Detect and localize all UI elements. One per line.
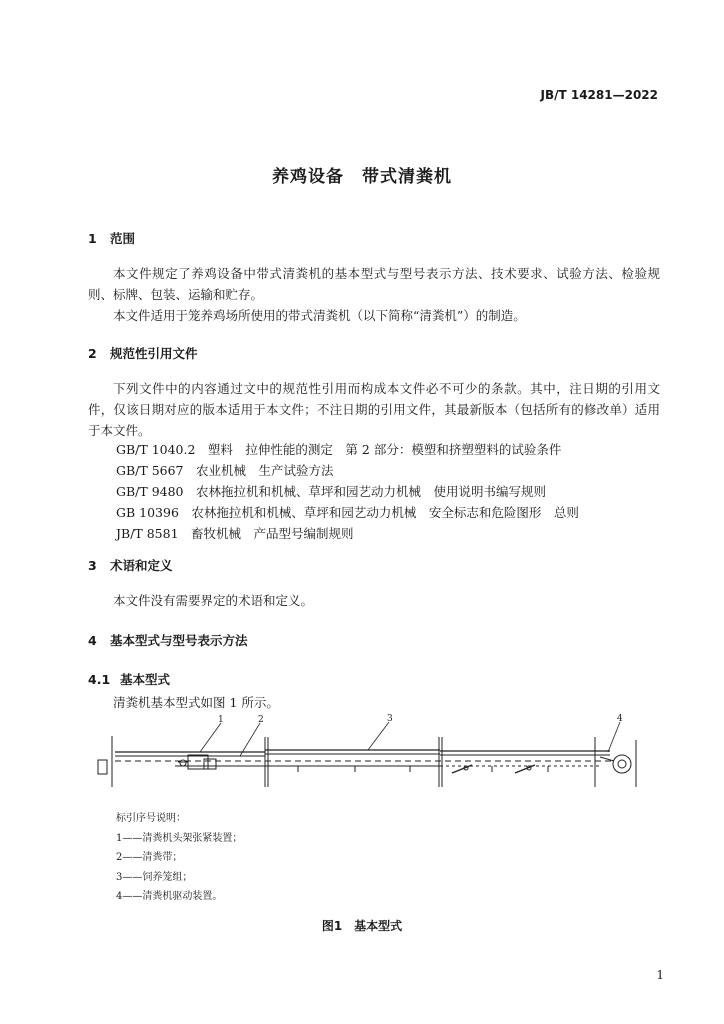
section-number: 2 xyxy=(88,346,97,361)
section-number: 4.1 xyxy=(88,672,111,687)
section-number: 3 xyxy=(88,558,97,573)
document-title: 养鸡设备 带式清粪机 xyxy=(272,167,452,187)
callout-1: 1 xyxy=(218,715,224,725)
legend-item: 1——清粪机头架张紧装置； xyxy=(116,832,243,844)
reference-item: JB/T 8581 畜牧机械 产品型号编制规则 xyxy=(116,526,354,541)
legend-item: 4——清粪机驱动装置。 xyxy=(116,891,223,902)
figure-caption: 图1 基本型式 xyxy=(321,919,403,933)
reference-item: GB/T 9480 农林拖拉机和机械、草坪和园艺动力机械 使用说明书编写规则 xyxy=(116,484,547,499)
section-3-paragraph-1: 本文件没有需要界定的术语和定义。 xyxy=(113,593,314,608)
callout-2: 2 xyxy=(258,715,264,725)
section-2-paragraph-1: 下列文件中的内容通过文中的规范性引用而构成本文件必不可少的条款。其中，注日期的引用文件，仅该日期对应的版本适用于本文件；不注日期的引用文件，其最新版本（包括所有的修改单）适用于本文件。 xyxy=(88,381,660,438)
section-4-1-paragraph-1: 清粪机基本型式如图 1 所示。 xyxy=(113,695,279,710)
section-1-paragraph-1: 本文件规定了养鸡设备中带式清粪机的基本型式与型号表示方法、技术要求、试验方法、检验规则、标牌、包装、运输和贮存。 xyxy=(88,266,660,302)
reference-item: GB/T 5667 农业机械 生产试验方法 xyxy=(116,463,334,478)
legend-item: 2——清粪带； xyxy=(116,852,183,863)
section-title: 术语和定义 xyxy=(110,558,173,573)
page-number: 1 xyxy=(656,968,664,982)
callout-3: 3 xyxy=(387,714,393,724)
standard-number: JB/T 14281—2022 xyxy=(540,88,658,102)
reference-item: GB/T 1040.2 塑料 拉伸性能的测定 第 2 部分：模塑和挤塑塑料的试验条件 xyxy=(116,442,562,457)
legend-title: 标引序号说明： xyxy=(116,813,186,824)
legend-item: 3——饲养笼组； xyxy=(116,871,193,883)
section-title: 基本型式与型号表示方法 xyxy=(110,633,248,648)
callout-4: 4 xyxy=(617,714,623,724)
section-title: 规范性引用文件 xyxy=(110,346,198,361)
reference-item: GB 10396 农林拖拉机和机械、草坪和园艺动力机械 安全标志和危险图形 总则 xyxy=(116,505,579,520)
section-number: 4 xyxy=(88,633,97,648)
section-title: 范围 xyxy=(110,231,136,246)
section-1-paragraph-2: 本文件适用于笼养鸡场所使用的带式清粪机（以下简称“清粪机”）的制造。 xyxy=(113,308,526,323)
section-number: 1 xyxy=(88,231,97,246)
figure-legend xyxy=(116,809,242,907)
section-title: 基本型式 xyxy=(120,672,171,687)
